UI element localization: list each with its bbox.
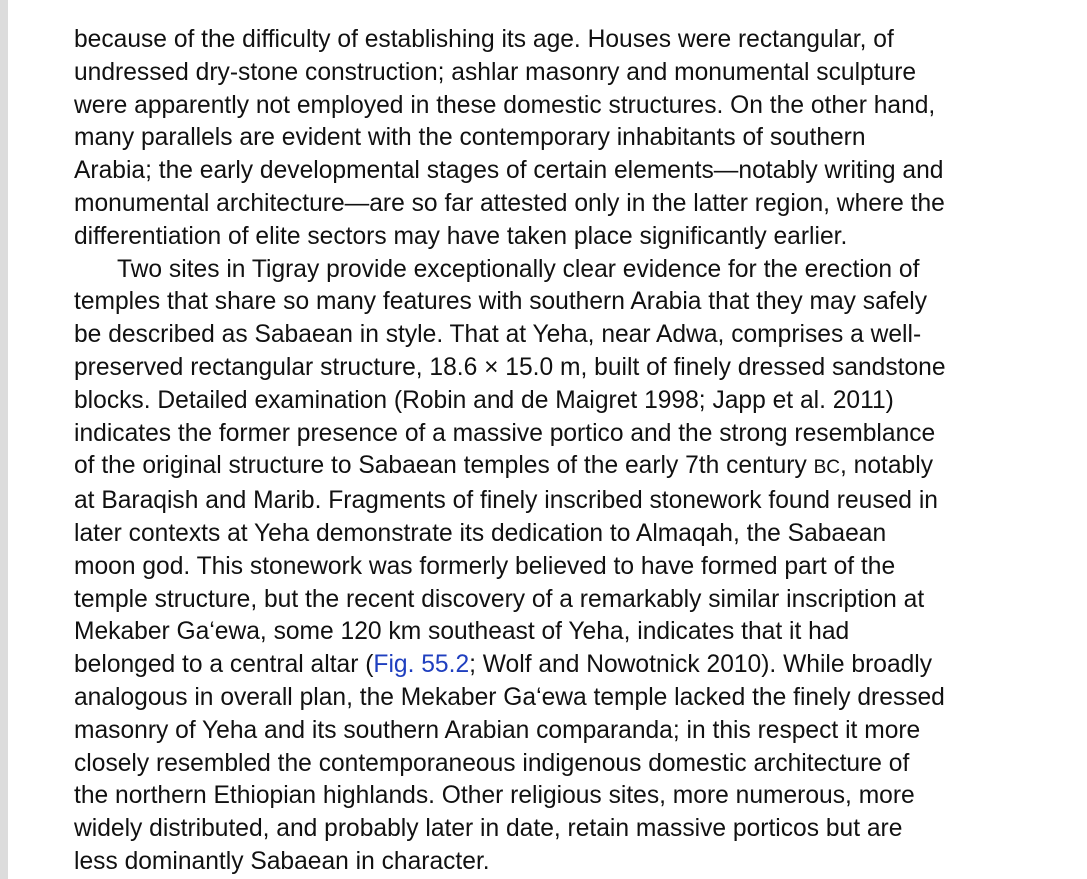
- text-line: widely distributed, and probably later in date, retain massive porticos but are: [74, 815, 903, 843]
- text-line-with-link: [74, 649, 1064, 682]
- text-line: because of the difficulty of establishing its age. Houses were rectangular, of: [74, 26, 894, 53]
- text-line: analogous in overall plan, the Mekaber Ga‘ewa temple lacked the finely dressed: [74, 683, 945, 711]
- text-line: differentiation of elite sectors may have taken place significantly earlier.: [74, 222, 848, 250]
- text-line: later contexts at Yeha demonstrate its dedication to Almaqah, the Sabaean: [74, 519, 887, 547]
- text-segment: of the original structure to Sabaean temples of the early 7th century: [74, 452, 814, 480]
- paragraph-1: [74, 24, 1064, 254]
- figure-reference-link[interactable]: Fig. 55.2: [373, 651, 470, 679]
- text-line: temple structure, but the recent discovery of a remarkably similar inscription at: [74, 585, 925, 613]
- text-line: Mekaber Ga‘ewa, some 120 km southeast of Yeha, indicates that it had: [74, 618, 850, 646]
- text-line: monumental architecture—are so far attested only in the latter region, where the: [74, 189, 945, 217]
- text-line: moon god. This stonework was formerly believed to have formed part of the: [74, 552, 896, 580]
- document-page: [74, 24, 1064, 879]
- text-line: closely resembled the contemporaneous indigenous domestic architecture of: [74, 749, 910, 777]
- text-line: undressed dry-stone construction; ashlar masonry and monumental sculpture: [74, 58, 917, 86]
- text-segment: ; Wolf and Nowotnick 2010). While broadly: [469, 651, 933, 679]
- text-line-with-era: [74, 450, 1064, 485]
- text-segment: belonged to a central altar (: [74, 651, 374, 679]
- text-line: masonry of Yeha and its southern Arabian comparanda; in this respect it more: [74, 716, 921, 744]
- text-line: blocks. Detailed examination (Robin and de Maigret 1998; Japp et al. 2011): [74, 386, 894, 414]
- text-line-indented: Two sites in Tigray provide exceptionally clear evidence for the erection of: [117, 255, 920, 283]
- text-line: the northern Ethiopian highlands. Other religious sites, more numerous, more: [74, 782, 915, 810]
- paragraph-2: [74, 254, 1064, 879]
- text-line: preserved rectangular structure, 18.6 × 15.0 m, built of finely dressed sandstone: [74, 353, 946, 381]
- text-line: at Baraqish and Marib. Fragments of finely inscribed stonework found reused in: [74, 487, 938, 515]
- text-line: Arabia; the early developmental stages of certain elements—notably writing and: [74, 157, 944, 185]
- era-small-caps: BC: [813, 457, 841, 479]
- text-line: be described as Sabaean in style. That at Yeha, near Adwa, comprises a well-: [74, 321, 922, 349]
- left-edge-rule: [0, 0, 8, 879]
- text-segment: , notably: [840, 452, 933, 480]
- text-line: less dominantly Sabaean in character.: [74, 847, 490, 875]
- text-line: temples that share so many features with southern Arabia that they may safely: [74, 288, 928, 316]
- text-line: were apparently not employed in these domestic structures. On the other hand,: [74, 91, 936, 119]
- text-line: indicates the former presence of a massive portico and the strong resemblance: [74, 419, 936, 447]
- text-line: many parallels are evident with the contemporary inhabitants of southern: [74, 124, 866, 152]
